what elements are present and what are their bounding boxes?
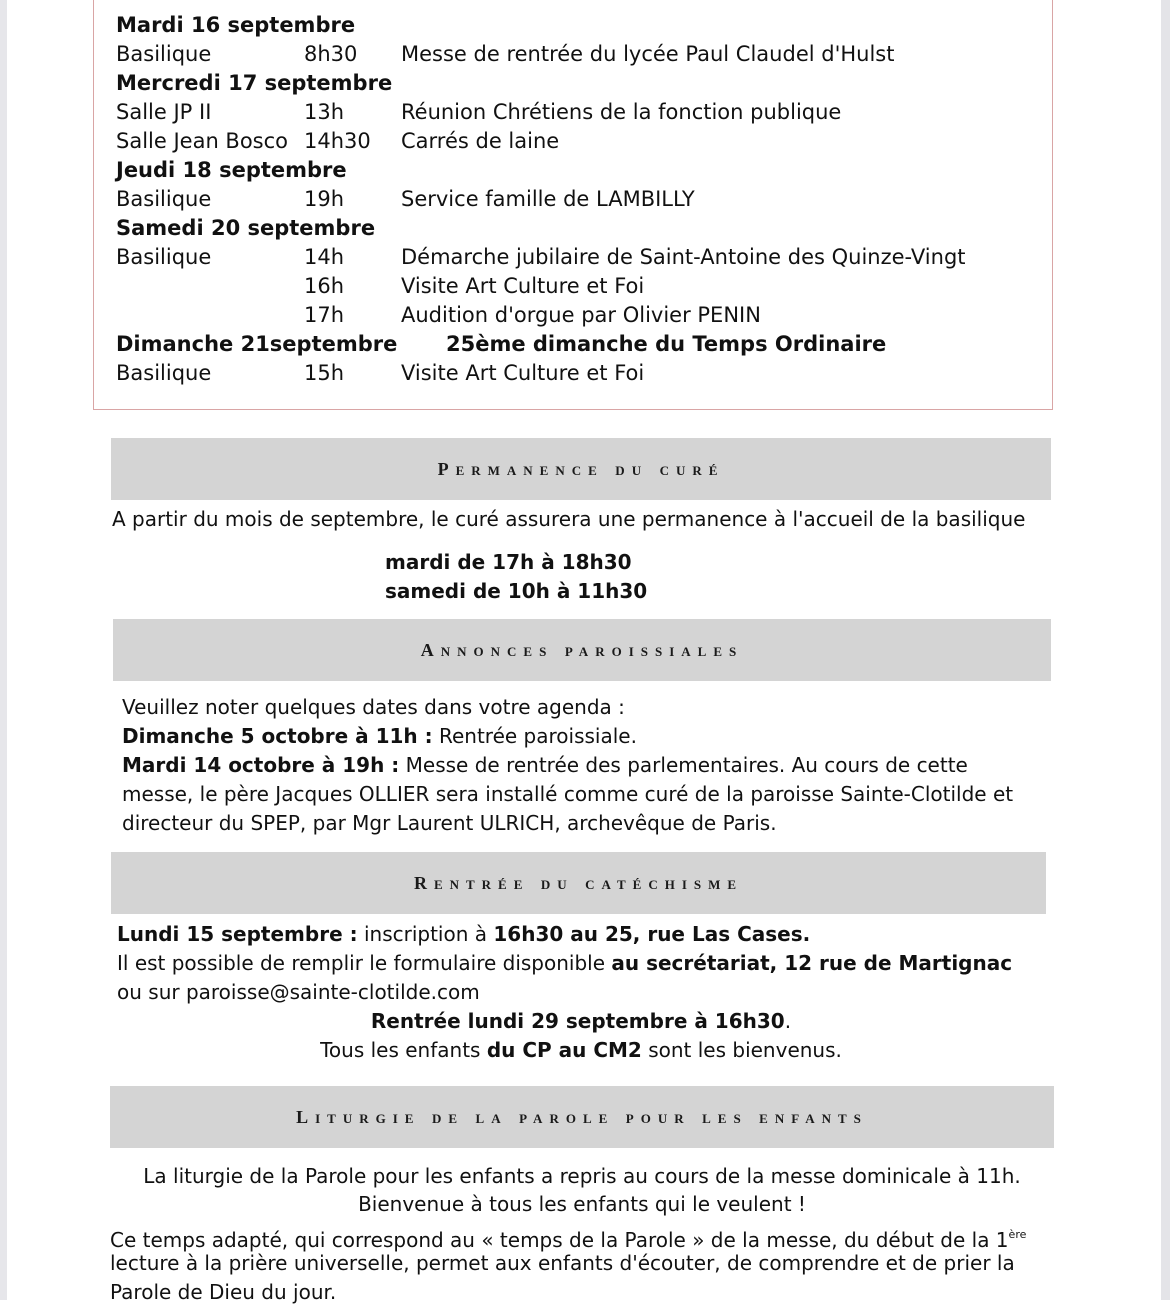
- annonce-item: Dimanche 5 octobre à 11h : Rentrée paroissiale.: [122, 724, 637, 748]
- annonce-text: directeur du SPEP, par Mgr Laurent ULRICH, archevêque de Paris.: [122, 811, 777, 835]
- entry-event: Visite Art Culture et Foi: [401, 274, 645, 298]
- entry-place: Basilique: [116, 245, 212, 269]
- section-title: Rentrée du catéchisme: [413, 872, 744, 893]
- entry-time: 13h: [304, 100, 345, 124]
- entry-time: 8h30: [304, 42, 358, 66]
- agenda-day-heading: [116, 214, 375, 243]
- entry-time: 19h: [304, 187, 345, 211]
- liturgie-line: La liturgie de la Parole pour les enfants a repris au cours de la messe dominicale à 11h.: [143, 1164, 1021, 1188]
- liturgie-line: lecture à la prière universelle, permet aux enfants d'écouter, de comprendre et de prier la: [110, 1251, 1015, 1275]
- day-label: Dimanche 21septembre: [116, 332, 398, 356]
- entry-event: Carrés de laine: [401, 129, 560, 153]
- entry-time: 17h: [304, 303, 345, 327]
- agenda-day-heading: [116, 11, 355, 40]
- catechisme-line: Il est possible de remplir le formulaire disponible au secrétariat, 12 rue de Martignac: [117, 951, 1013, 975]
- agenda-day-heading: [116, 330, 887, 359]
- liturgical-day: 25ème dimanche du Temps Ordinaire: [446, 332, 887, 356]
- section-header-annonces: [113, 619, 1051, 681]
- entry-place: Salle Jean Bosco: [116, 129, 289, 153]
- annonces-intro: Veuillez noter quelques dates dans votre agenda :: [122, 695, 625, 719]
- agenda-day-heading: [116, 69, 392, 98]
- day-label: Mardi 16 septembre: [116, 13, 356, 37]
- section-title: Permanence du curé: [437, 458, 725, 479]
- catechisme-line: Lundi 15 septembre : inscription à 16h30 au 25, rue Las Cases.: [117, 922, 811, 946]
- annonce-date: Mardi 14 octobre à 19h :: [122, 753, 400, 777]
- catechisme-email: ou sur paroisse@sainte-clotilde.com: [117, 980, 480, 1004]
- entry-event: Réunion Chrétiens de la fonction publique: [401, 100, 842, 124]
- entry-event: Audition d'orgue par Olivier PENIN: [401, 303, 761, 327]
- entry-event: Visite Art Culture et Foi: [401, 361, 645, 385]
- annonce-text: messe, le père Jacques OLLIER sera installé comme curé de la paroisse Sainte-Clotilde et: [122, 782, 1014, 806]
- page-edge: [0, 0, 7, 1300]
- section-header-permanence: [111, 438, 1051, 500]
- section-title: Liturgie de la parole pour les enfants: [296, 1106, 868, 1127]
- permanence-slot: samedi de 10h à 11h30: [385, 579, 648, 603]
- entry-time: 15h: [304, 361, 345, 385]
- entry-event: Démarche jubilaire de Saint-Antoine des Quinze-Vingt: [401, 245, 966, 269]
- scrollbar[interactable]: [1161, 0, 1170, 1300]
- catechisme-rentree: Rentrée lundi 29 septembre à 16h30.: [370, 1009, 792, 1033]
- liturgie-line: Bienvenue à tous les enfants qui le veulent !: [358, 1192, 806, 1216]
- entry-place: Basilique: [116, 42, 212, 66]
- entry-time: 14h: [304, 245, 345, 269]
- liturgie-line: Ce temps adapté, qui correspond au « temps de la Parole » de la messe, du début de la 1ère: [110, 1228, 1027, 1252]
- catechisme-line: Tous les enfants du CP au CM2 sont les bienvenus.: [320, 1038, 842, 1062]
- permanence-intro: A partir du mois de septembre, le curé assurera une permanence à l'accueil de la basilique: [112, 507, 1026, 531]
- entry-time: 14h30: [304, 129, 371, 153]
- entry-place: Basilique: [116, 361, 212, 385]
- annonce-item: Mardi 14 octobre à 19h : Messe de rentrée des parlementaires. Au cours de cette: [122, 753, 968, 777]
- agenda-day-heading: [116, 156, 347, 185]
- day-label: Mercredi 17 septembre: [116, 71, 393, 95]
- entry-time: 16h: [304, 274, 345, 298]
- day-label: Jeudi 18 septembre: [116, 158, 347, 182]
- section-header-catechisme: [111, 852, 1046, 914]
- day-label: Samedi 20 septembre: [116, 216, 376, 240]
- permanence-slot: mardi de 17h à 18h30: [385, 550, 632, 574]
- section-title: Annonces paroissiales: [420, 639, 744, 660]
- entry-event: Messe de rentrée du lycée Paul Claudel d'Hulst: [401, 42, 895, 66]
- entry-place: Basilique: [116, 187, 212, 211]
- annonce-date: Dimanche 5 octobre à 11h :: [122, 724, 433, 748]
- section-header-liturgie: [110, 1086, 1054, 1148]
- liturgie-line: Parole de Dieu du jour.: [110, 1280, 337, 1304]
- entry-place: Salle JP II: [116, 100, 212, 124]
- entry-event: Service famille de LAMBILLY: [401, 187, 695, 211]
